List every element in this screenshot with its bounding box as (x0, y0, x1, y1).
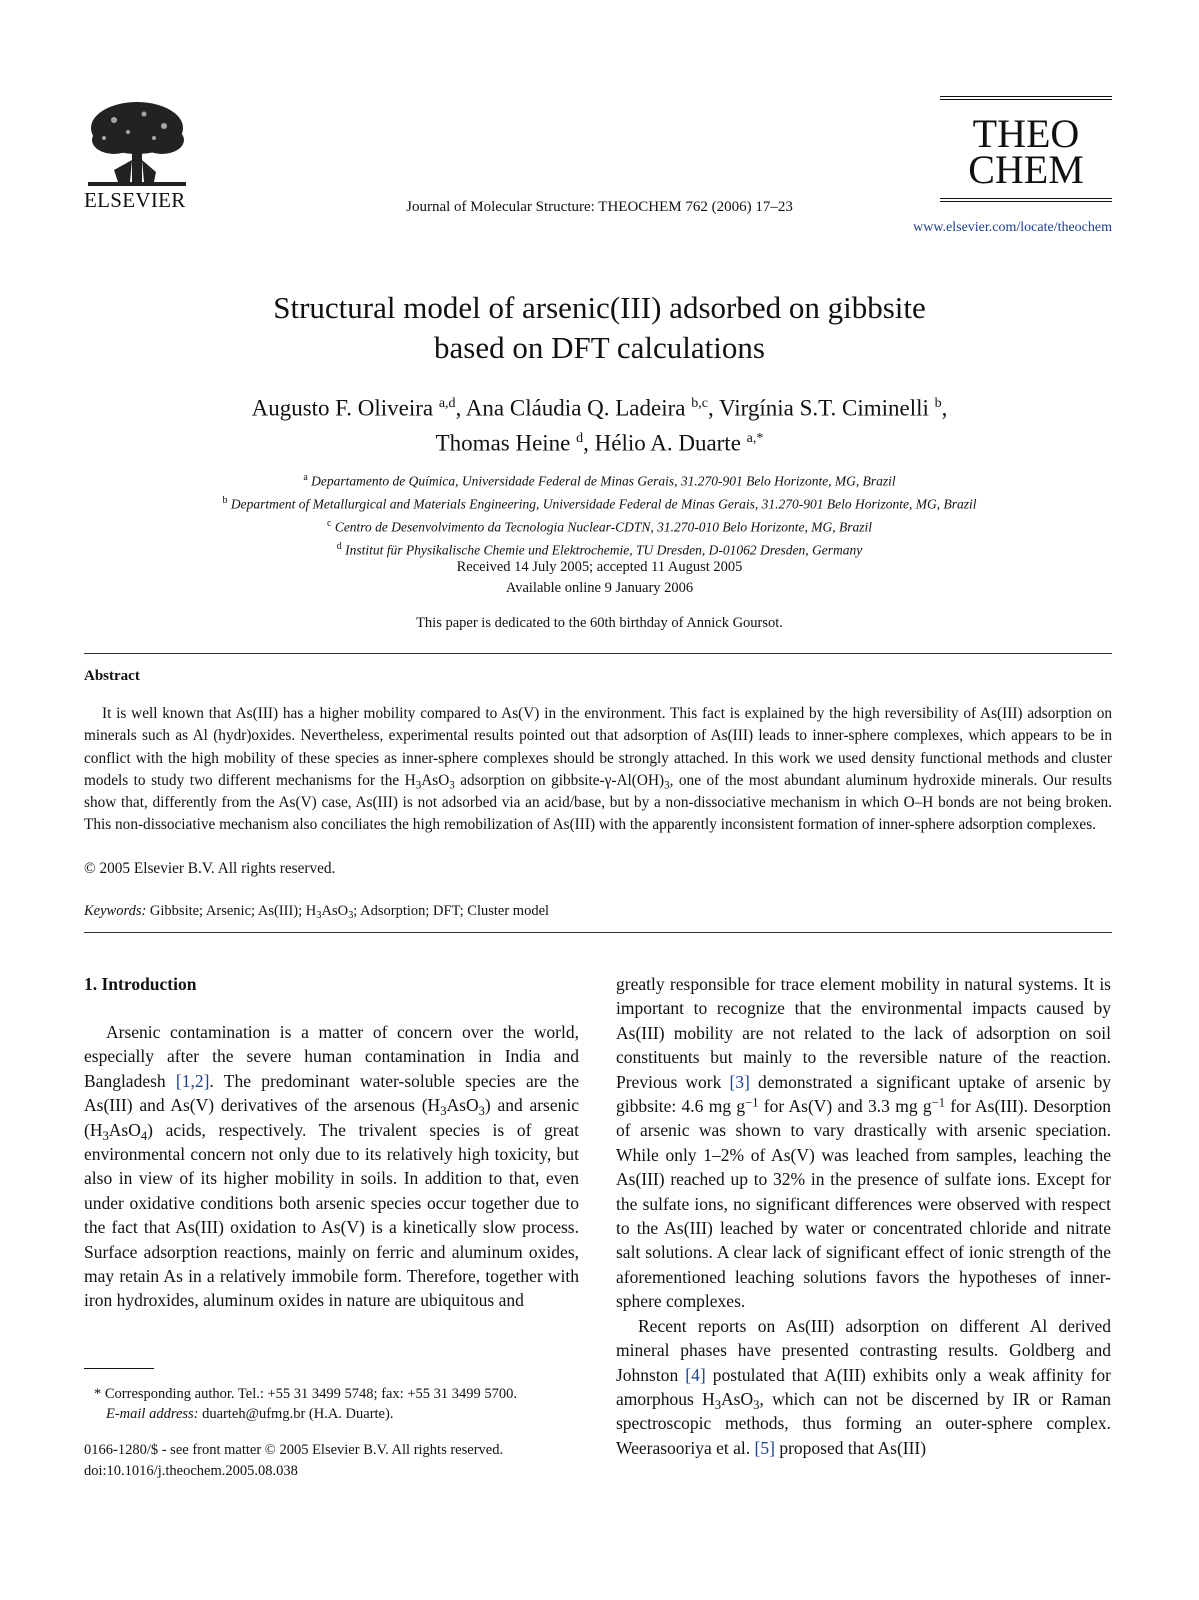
email-address[interactable]: duarteh@ufmg.br (H.A. Duarte). (198, 1405, 394, 1422)
author-name: , Hélio A. Duarte (583, 430, 747, 456)
section-heading: 1. Introduction (84, 974, 197, 994)
abstract-heading: Abstract (84, 668, 140, 684)
journal-citation: Journal of Molecular Structure: THEOCHEM 762 (2006) 17–23 (406, 199, 793, 215)
title-line2: based on DFT calculations (434, 330, 765, 365)
keywords-label: Keywords: (84, 903, 147, 919)
author-affil-mark: b (934, 396, 942, 411)
author-separator: , (941, 395, 948, 421)
affil-text: Institut für Physikalische Chemie und Elektrochemie, TU Dresden, D-01062 Dresden, Germany (341, 542, 863, 558)
corresponding-author: * Corresponding author. Tel.: +55 31 3499 5748; fax: +55 31 3499 5700. (94, 1386, 518, 1402)
affiliations (0, 468, 1199, 560)
affiliation-line (0, 468, 1199, 491)
paragraph: Recent reports on As(III) adsorption on different Al derived mineral phases have presented contrasting results. Goldberg and Johnston [4] postulated that A(III) exhibits only a weak affinity for amorphous $H_3AsO_3$, which can not be discerned by IR or Raman spectroscopic methods, thus forming an outer-sphere complex. Weerasooriya et al. [5] proposed that As(III) (616, 1315, 1112, 1458)
footnote-rule (84, 1368, 154, 1369)
paragraph: greatly responsible for trace element mobility in natural systems. It is important to recognize that the environmental impacts caused by As(III) mobility are not related to the lack of adsorption on soil constituents but mainly to the reversible nature of the reaction. Previous work [3] demonstrated a significant uptake of arsenic by gibbsite: 4.6 mg $g^{-1}$ for As(V) and 3.3 mg $g^{-1}$ for As(III). Desorption of arsenic was shown to vary drastically with arsenic speciation. While only 1–2% of As(V) was leached from samples, leaching the As(III) reached up to 32% in the presence of sulfate ions. Except for the sulfate ions, no significant differences were observed with respect to the As(III) leached by water or concentrated chloride and nitrate salt solutions. A clear lack of significant effect of ionic strength of the aforementioned leaching solutions favors the hypotheses of inner-sphere complexes. (616, 974, 1111, 1312)
author-name: Augusto F. Oliveira (251, 395, 439, 421)
journal-logo (940, 94, 1112, 204)
divider (84, 932, 1112, 933)
affil-mark: b (222, 495, 228, 506)
footnote (84, 1385, 584, 1425)
body-column-right (616, 972, 1111, 1460)
body-column-left (84, 1020, 579, 1313)
author-affil-mark: a,d (438, 396, 456, 411)
divider (84, 653, 1112, 654)
citation-link[interactable]: [1,2] (175, 1070, 210, 1091)
journal-logo-line2: CHEM (968, 147, 1084, 192)
citation-link[interactable]: [5] (754, 1437, 775, 1458)
received-date: Received 14 July 2005; accepted 11 August 2005 (456, 559, 743, 575)
article-dates (0, 557, 1199, 599)
author-affil-mark: b,c (691, 396, 708, 411)
affil-mark: d (336, 541, 342, 552)
affil-mark: c (326, 518, 332, 529)
affil-mark: a (303, 472, 308, 483)
title-line1: Structural model of arsenic(III) adsorbed on gibbsite (273, 290, 926, 325)
affil-text: Departamento de Química, Universidade Federal de Minas Gerais, 31.270-901 Belo Horizonte, MG, Brazil (307, 473, 896, 489)
elsevier-tree-logo-icon (84, 98, 190, 190)
affiliation-line (0, 491, 1199, 514)
keywords: Keywords: Gibbsite; Arsenic; As(III); $H_3AsO_3$; Adsorption; DFT; Cluster model (84, 903, 550, 922)
author-affil-mark: d (576, 430, 584, 446)
citation-link[interactable]: [3] (729, 1071, 750, 1092)
front-matter (84, 1440, 584, 1481)
publisher-logo (84, 98, 194, 213)
doi-line[interactable]: doi:10.1016/j.theochem.2005.08.038 (84, 1462, 298, 1479)
affil-text: Department of Metallurgical and Materials Engineering, Universidade Federal de Minas Gerais, 31.270-901 Belo Horizonte, MG, Brazil (227, 496, 977, 512)
email-label: E-mail address: (106, 1405, 199, 1422)
author-affil-mark: a,* (746, 430, 764, 446)
abstract-copyright: © 2005 Elsevier B.V. All rights reserved. (84, 860, 336, 877)
online-date: Available online 9 January 2006 (505, 580, 694, 596)
journal-logo-line1: THEO (972, 111, 1080, 156)
abstract-text: It is well known that As(III) has a higher mobility compared to As(V) in the environment. This fact is explained by the high reversibility of As(III) adsorption on minerals such as Al (hydr)oxides. Nevertheless, experimental results pointed out that adsorption of As(III) leads to inner-sphere complexes, which appears to be in conflict with the high mobility of these species as inner-sphere complexes should be strongly attached. In this work we used density functional methods and cluster models to study two different mechanisms for the $H_3AsO_3$ adsorption on gibbsite-$\gamma-Al(OH)_3$, one of the most abundant aluminum hydroxide minerals. Our results show that, differently from the As(V) case, As(III) is not adsorbed via an acid/base, but by a non-dissociative mechanism in which O–H bonds are not being broken. This non-dissociative mechanism also conciliates the high remobilization of As(III) with the apparently inconsistent formation of inner-sphere adsorption complexes. (84, 705, 1112, 834)
author-name: , Ana Cláudia Q. Ladeira (455, 395, 692, 421)
author-list (0, 389, 1199, 458)
paper-title (0, 288, 1199, 368)
citation-link[interactable]: [4] (685, 1364, 706, 1385)
affiliation-line (0, 514, 1199, 537)
author-name: Thomas Heine (435, 430, 577, 456)
affil-text: Centro de Desenvolvimento da Tecnologia Nuclear-CDTN, 31.270-010 Belo Horizonte, MG, Brazil (331, 519, 872, 535)
journal-url-link[interactable]: www.elsevier.com/locate/theochem (913, 220, 1112, 235)
author-name: , Virgínia S.T. Ciminelli (707, 395, 935, 421)
dedication: This paper is dedicated to the 60th birthday of Annick Goursot. (416, 615, 783, 631)
issn-line: 0166-1280/$ - see front matter © 2005 Elsevier B.V. All rights reserved. (84, 1442, 504, 1458)
paragraph: Arsenic contamination is a matter of concern over the world, especially after the severe human contamination in India and Bangladesh [1,2]. The predominant water-soluble species are the As(III) and As(V) derivatives of the arsenous $(H_3AsO_3)$ and arsenic $(H_3AsO_4)$ acids, respectively. The trivalent species is of great environmental concern not only due to its relatively high toxicity, but also in view of its higher mobility in soils. In addition to that, even under oxidative conditions both arsenic species occur together due to the fact that As(III) oxidation to As(V) is a kinetically slow process. Surface adsorption reactions, mainly on ferric and aluminum oxides, may retain As in a relatively immobile form. Therefore, together with iron hydroxides, aluminum oxides in nature are ubiquitous and (84, 1022, 580, 1311)
publisher-name: ELSEVIER (84, 188, 186, 212)
